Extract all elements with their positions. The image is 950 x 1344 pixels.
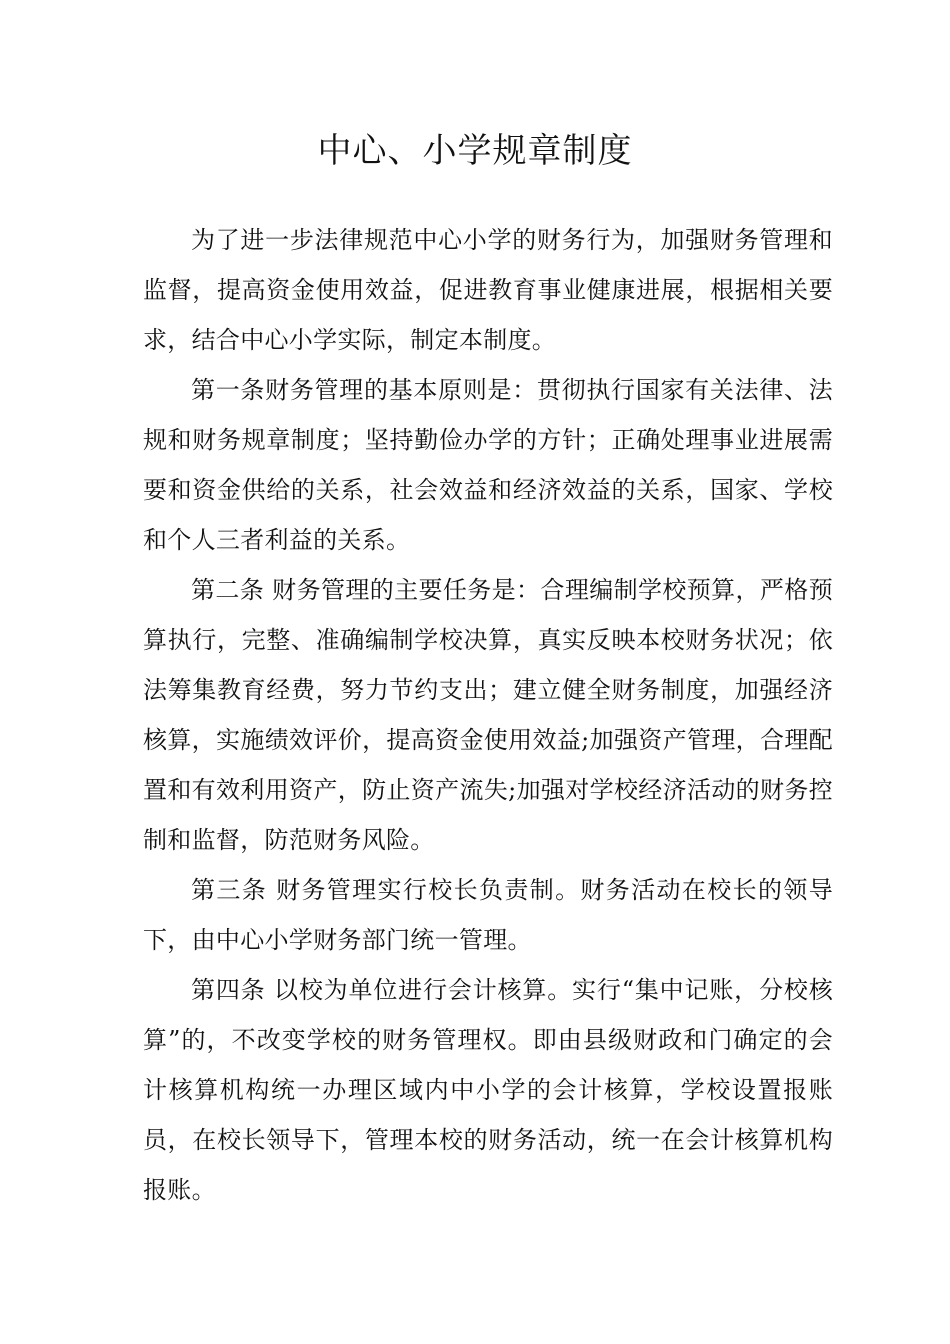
document-title: 中心、小学规章制度: [317, 131, 633, 171]
paragraph-article-1: 第一条财务管理的基本原则是：贯彻执行国家有关法律、法规和财务规章制度；坚持勤俭办学的方针；正确处理事业进展需要和资金供给的关系，社会效益和经济效益的关系，国家、学校和个人三者利益的关系。: [143, 376, 833, 554]
document-body: [143, 215, 833, 1215]
paragraph-article-3: 第三条 财务管理实行校长负责制。财务活动在校长的领导下，由中心小学财务部门统一管理。: [143, 876, 833, 954]
paragraph-intro: 为了进一步法律规范中心小学的财务行为，加强财务管理和监督，提高资金使用效益，促进教育事业健康进展，根据相关要求，结合中心小学实际，制定本制度。: [143, 226, 833, 354]
paragraph-article-4: 第四条 以校为单位进行会计核算。实行“集中记账，分校核算”的，不改变学校的财务管理权。即由县级财政和门确定的会计核算机构统一办理区域内中小学的会计核算，学校设置报账员，在校长领导下，管理本校的财务活动，统一在会计核算机构报账。: [143, 976, 833, 1204]
paragraph-article-2: 第二条 财务管理的主要任务是：合理编制学校预算，严格预算执行，完整、准确编制学校决算，真实反映本校财务状况；依法筹集教育经费，努力节约支出；建立健全财务制度，加强经济核算，实施绩效评价，提高资金使用效益;加强资产管理，合理配置和有效利用资产，防止资产流失;加强对学校经济活动的财务控制和监督，防范财务风险。: [143, 576, 833, 854]
